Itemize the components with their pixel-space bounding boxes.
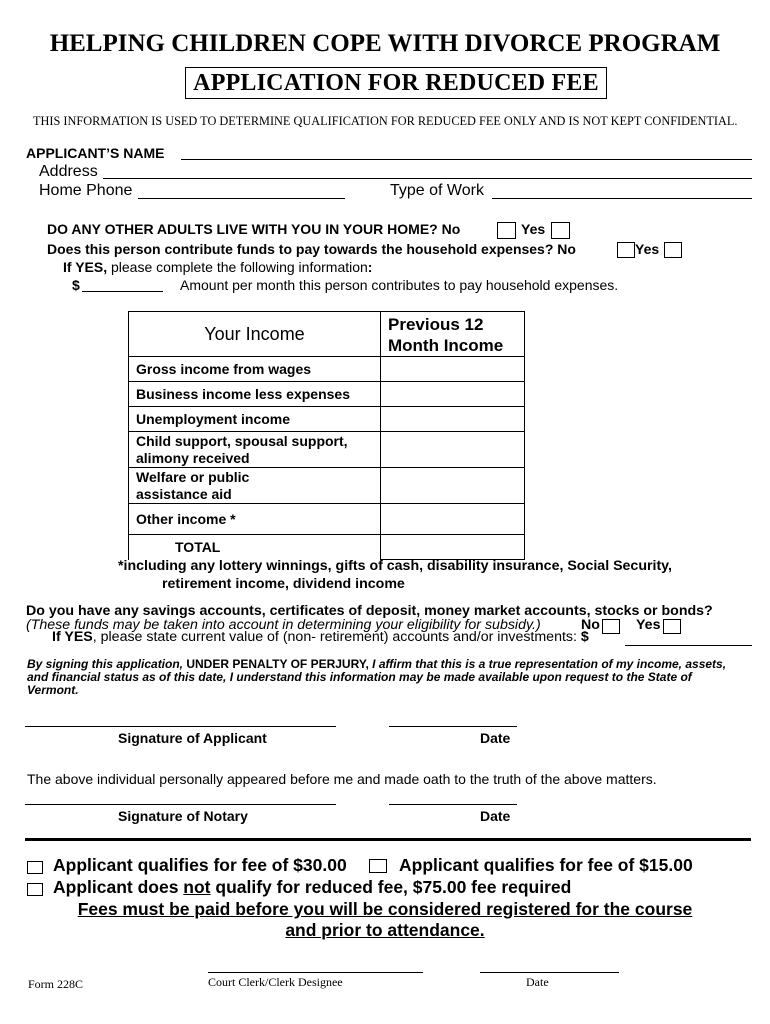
fee-75-label: Applicant does not qualify for reduced fee, $75.00 fee required — [53, 877, 572, 897]
income-footnote-line2: retirement income, dividend income — [162, 576, 405, 592]
other-adults-yes-label: Yes — [521, 221, 546, 237]
type-of-work-field[interactable] — [492, 198, 752, 199]
perjury-line3: Vermont. — [27, 683, 79, 697]
monthly-contribution-label: Amount per month this person contributes to pay household expenses. — [180, 277, 619, 293]
contribute-funds-yes-checkbox[interactable] — [664, 242, 682, 258]
notary-date-label: Date — [480, 808, 511, 824]
unemployment-income-input[interactable] — [381, 407, 525, 432]
oath-statement: The above individual personally appeared before me and made oath to the truth of the above matters. — [27, 771, 657, 787]
income-column-header: Your Income — [129, 312, 381, 357]
savings-no-checkbox[interactable] — [602, 619, 620, 634]
if-yes-instruction: If YES, please complete the following information: — [63, 259, 373, 275]
income-table — [128, 311, 525, 560]
fee-15-checkbox[interactable] — [369, 859, 387, 873]
savings-value-field[interactable] — [625, 645, 752, 646]
type-of-work-label: Type of Work — [390, 182, 484, 199]
fee-30-checkbox[interactable] — [27, 861, 43, 874]
other-adults-yes-checkbox[interactable] — [551, 222, 570, 239]
income-row-label: Unemployment income — [129, 407, 381, 432]
total-label: TOTAL — [129, 535, 381, 560]
applicant-name-field[interactable] — [181, 159, 752, 160]
contribute-funds-no-checkbox[interactable] — [617, 242, 635, 258]
form-subtitle: APPLICATION FOR REDUCED FEE — [185, 67, 607, 99]
savings-note: (These funds may be taken into account in determining your eligibility for subsidy.) — [26, 617, 541, 633]
fee-30-label: Applicant qualifies for fee of $30.00 — [53, 855, 347, 875]
applicant-date-field[interactable] — [389, 726, 517, 727]
perjury-line2: and financial status as of this date, I understand this information may be made available upon request to the State of — [27, 670, 692, 684]
address-label: Address — [39, 163, 98, 180]
applicant-date-label: Date — [480, 730, 511, 746]
savings-yes-label: Yes — [636, 617, 661, 633]
fee-15-label: Applicant qualifies for fee of $15.00 — [399, 855, 693, 875]
clerk-date-field[interactable] — [480, 972, 619, 973]
perjury-line1: By signing this application, UNDER PENALTY OF PERJURY, I affirm that this is a true representation of my income, assets, — [27, 657, 727, 671]
other-adults-no-checkbox[interactable] — [497, 222, 516, 239]
dollar-sign: $ — [72, 277, 80, 293]
applicant-signature-field[interactable] — [25, 726, 336, 727]
monthly-contribution-field[interactable] — [82, 291, 163, 292]
gross-wages-input[interactable] — [381, 357, 525, 382]
income-row-label: Business income less expenses — [129, 382, 381, 407]
form-number: Form 228C — [28, 977, 84, 991]
address-field[interactable] — [103, 178, 752, 179]
notary-signature-field[interactable] — [25, 804, 336, 805]
child-support-input[interactable] — [381, 432, 525, 468]
contribute-funds-question: Does this person contribute funds to pay towards the household expenses? No — [47, 241, 576, 257]
section-divider — [25, 838, 751, 841]
form-title: HELPING CHILDREN COPE WITH DIVORCE PROGRAM — [49, 30, 721, 57]
home-phone-label: Home Phone — [39, 182, 133, 199]
applicant-signature-label: Signature of Applicant — [118, 730, 267, 746]
previous-12-month-header: Previous 12 Month Income — [381, 312, 525, 357]
notary-date-field[interactable] — [389, 804, 517, 805]
notary-signature-label: Signature of Notary — [118, 808, 248, 824]
business-income-input[interactable] — [381, 382, 525, 407]
savings-question: Do you have any savings accounts, certificates of deposit, money market accounts, stocks or bonds? — [26, 603, 713, 619]
income-row-label: Gross income from wages — [129, 357, 381, 382]
savings-no-label: No — [581, 617, 600, 633]
income-row-label: Welfare or public assistance aid — [129, 468, 381, 504]
other-adults-question: DO ANY OTHER ADULTS LIVE WITH YOU IN YOUR HOME? No — [47, 221, 461, 237]
clerk-date-label: Date — [526, 975, 549, 989]
home-phone-field[interactable] — [138, 198, 345, 199]
total-input[interactable] — [381, 535, 525, 560]
other-income-input[interactable] — [381, 504, 525, 535]
clerk-signature-label: Court Clerk/Clerk Designee — [208, 975, 343, 989]
income-footnote-line1: *including any lottery winnings, gifts of cash, disability insurance, Social Security, — [118, 558, 672, 574]
income-row-label: Other income * — [129, 504, 381, 535]
clerk-signature-field[interactable] — [208, 972, 423, 973]
applicant-name-label: APPLICANT’S NAME — [26, 145, 165, 161]
savings-if-yes: If YES, please state current value of (non- retirement) accounts and/or investments: $ — [52, 629, 589, 645]
savings-yes-checkbox[interactable] — [663, 619, 681, 634]
fees-payment-notice-line2: and prior to attendance. — [285, 920, 485, 940]
contribute-funds-yes-label: Yes — [635, 241, 660, 257]
income-row-label: Child support, spousal support, alimony received — [129, 432, 381, 468]
welfare-aid-input[interactable] — [381, 468, 525, 504]
fee-75-checkbox[interactable] — [27, 883, 43, 896]
fees-payment-notice-line1: Fees must be paid before you will be considered registered for the course — [77, 899, 693, 919]
confidentiality-notice: THIS INFORMATION IS USED TO DETERMINE QUALIFICATION FOR REDUCED FEE ONLY AND IS NOT KEPT CONFIDENTIAL. — [33, 114, 738, 128]
